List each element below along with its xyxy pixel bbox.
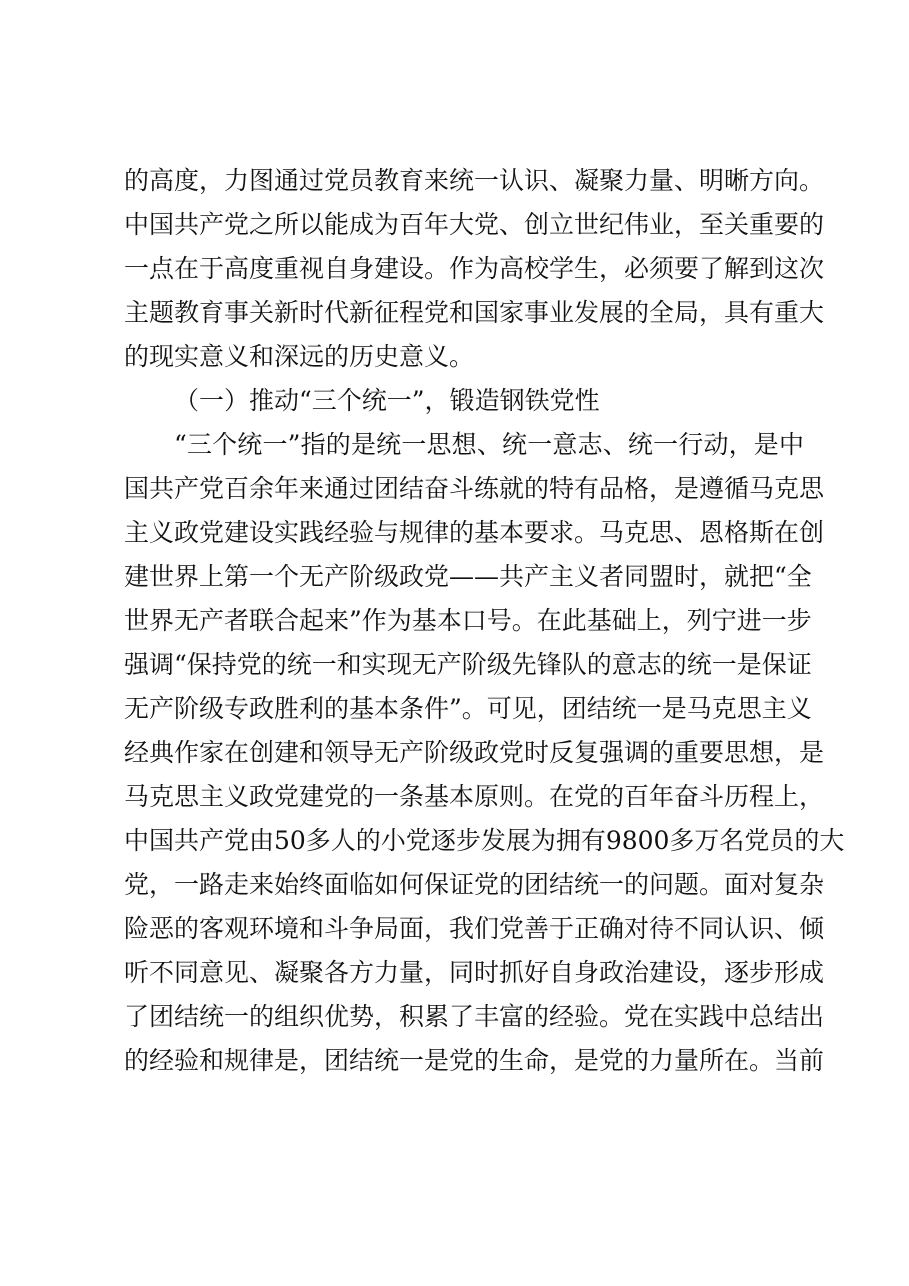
section-heading: （一）推动“三个统一”，锻造钢铁党性	[174, 386, 600, 415]
body-text-line: 经典作家在创建和领导无产阶级政党时反复强调的重要思想，是	[124, 738, 825, 767]
body-text-line: 世界无产者联合起来”作为基本口号。在此基础上，列宁进一步	[124, 606, 812, 635]
body-text-line: 的高度，力图通过党员教育来统一认识、凝聚力量、明晰方向。	[124, 166, 825, 195]
body-text-line: 国共产党百余年来通过团结奋斗练就的特有品格，是遵循马克思	[124, 474, 825, 503]
body-text-line: 一点在于高度重视自身建设。作为高校学生，必须要了解到这次	[124, 254, 825, 283]
body-text-line: 党，一路走来始终面临如何保证党的团结统一的问题。面对复杂	[124, 870, 825, 899]
body-text-line: 听不同意见、凝聚各方力量，同时抓好自身政治建设，逐步形成	[124, 958, 825, 987]
body-text-line: 马克思主义政党建党的一条基本原则。在党的百年奋斗历程上，	[124, 782, 825, 811]
body-text-line: 中国共产党之所以能成为百年大党、创立世纪伟业，至关重要的	[124, 210, 825, 239]
body-text-line: 了团结统一的组织优势，积累了丰富的经验。党在实践中总结出	[124, 1002, 825, 1031]
body-text-line: 的经验和规律是，团结统一是党的生命，是党的力量所在。当前	[124, 1046, 825, 1075]
body-text-line: 无产阶级专政胜利的基本条件”。可见，团结统一是马克思主义	[124, 694, 812, 723]
body-text-line: 的现实意义和深远的历史意义。	[124, 342, 475, 371]
body-text-line: 建世界上第一个无产阶级政党——共产主义者同盟时，就把“全	[124, 562, 812, 591]
body-text-line: 强调“保持党的统一和实现无产阶级先锋队的意志的统一是保证	[124, 650, 812, 679]
body-text-line: 主义政党建设实践经验与规律的基本要求。马克思、恩格斯在创	[124, 518, 825, 547]
body-text-line: “三个统一”指的是统一思想、统一意志、统一行动，是中	[174, 430, 804, 459]
body-text-line: 中国共产党由50多人的小党逐步发展为拥有9800多万名党员的大	[124, 826, 845, 855]
body-text-line: 主题教育事关新时代新征程党和国家事业发展的全局，具有重大	[124, 298, 825, 327]
body-text-line: 险恶的客观环境和斗争局面，我们党善于正确对待不同认识、倾	[124, 914, 825, 943]
